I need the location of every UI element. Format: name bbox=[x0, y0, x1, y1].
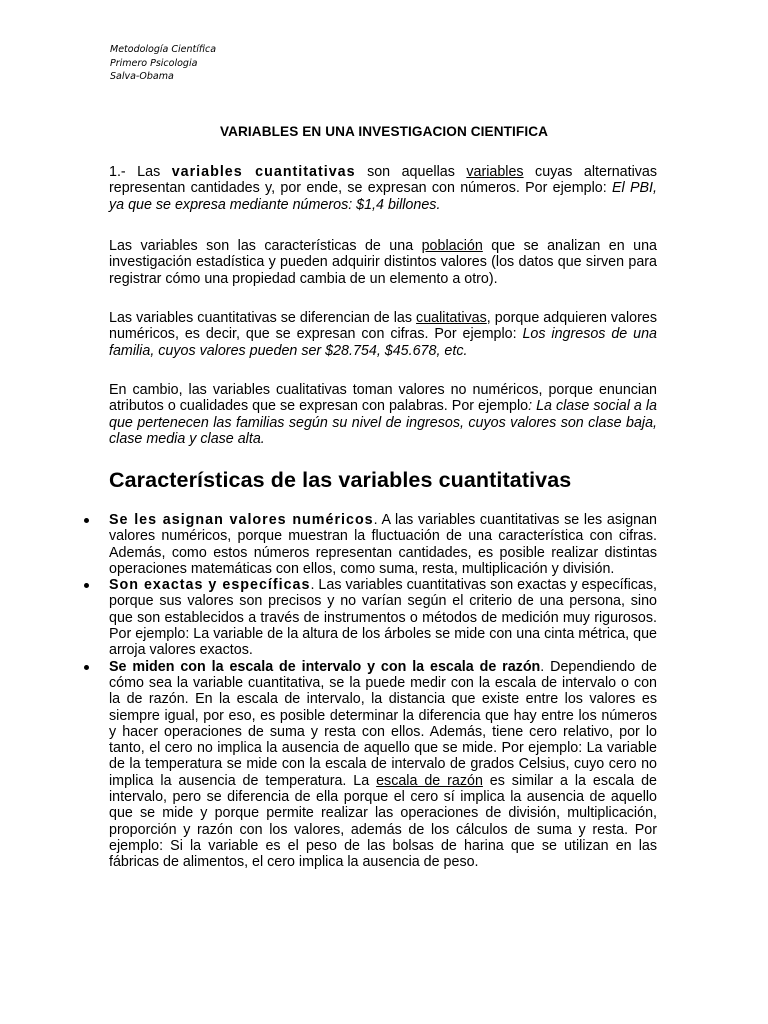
bullet-dot-icon bbox=[84, 518, 89, 523]
bullet-2-title: Son exactas y específicas bbox=[109, 577, 311, 594]
p1-bold-term: variables cuantitativas bbox=[171, 164, 356, 180]
link-cualitativas[interactable]: cualitativas bbox=[416, 310, 487, 326]
p1-lead: 1.- Las bbox=[109, 164, 172, 180]
link-variables[interactable]: variables bbox=[466, 164, 524, 180]
p3-text: Las variables cuantitativas se diferencian de las bbox=[109, 310, 417, 326]
bullet-3-title: Se miden con la escala de intervalo y con la escala de razón bbox=[109, 658, 541, 675]
list-item bbox=[109, 577, 657, 658]
bullet-list bbox=[109, 512, 657, 871]
section-heading: Características de las variables cuantitativas bbox=[109, 468, 572, 492]
header-course: Metodología Científica bbox=[110, 44, 217, 55]
link-poblacion[interactable]: población bbox=[421, 238, 483, 254]
p4-example: : La clase social a la que pertenecen las familias según su nivel de ingresos, cuyos valores son clase baja, clase media y clase alta. bbox=[109, 398, 657, 447]
header-author: Salva-Obama bbox=[110, 71, 174, 82]
header-year: Primero Psicologia bbox=[110, 57, 198, 69]
p4-text: En cambio, las variables cualitativas toman valores no numéricos, porque enuncian atributos o cualidades que se expresan con palabras. Por ejemplo bbox=[109, 382, 657, 415]
list-item bbox=[109, 659, 657, 871]
paragraph-2 bbox=[109, 238, 657, 287]
bullet-2-text: . Las variables cuantitativas son exactas y específicas, porque sus valores son precisos y no varían según el criterio de una persona, sino que son establecidos a través de instrumentos o métodos de medición muy rigurosos. Por ejemplo: La variable de la altura de los árboles se mide con una cinta métrica, que arroja valores exactos. bbox=[109, 577, 657, 659]
p1-text-2: cuyas alternativas representan cantidades y, por ende, se expresan con números. Por ejemplo: bbox=[109, 164, 658, 197]
link-escala-de-razon[interactable]: escala de razón bbox=[376, 772, 483, 789]
p1-text: son aquellas bbox=[355, 164, 467, 180]
document-header bbox=[110, 43, 216, 84]
list-item bbox=[109, 512, 657, 577]
paragraph-1 bbox=[109, 164, 657, 213]
p2-text-2: que se analizan en una investigación estadística y pueden adquirir distintos valores (los datos que sirven para registrar cómo una propiedad cambia de un elemento a otro). bbox=[109, 238, 657, 287]
p1-example: El PBI, ya que se expresa mediante números: $1,4 billones. bbox=[109, 180, 658, 213]
bullet-3-text-2: es similar a la escala de intervalo, pero se diferencia de ella porque el cero sí implica la ausencia de aquello que se mide y porque permite realizar las operaciones de división, multiplicación, proporción y razón con los valores, además de los cálculos de suma y resta. Por ejemplo: Si la variable es el peso de las bolsas de harina que se utilizan en las fábricas de alimentos, el cero implica la ausencia de peso. bbox=[109, 772, 658, 871]
document-title: VARIABLES EN UNA INVESTIGACION CIENTIFICA bbox=[219, 124, 549, 139]
bullet-dot-icon bbox=[84, 665, 89, 670]
bullet-dot-icon bbox=[84, 583, 89, 588]
paragraph-3 bbox=[109, 310, 657, 359]
p3-text-2: , porque adquieren valores numéricos, es decir, que se expresan con cifras. Por ejemplo: bbox=[109, 310, 657, 343]
bullet-3-text: . Dependiendo de cómo sea la variable cuantitativa, se la puede medir con la escala de intervalo o con la de razón. En la escala de intervalo, la distancia que existe entre los valores es siempre igual, por eso, es posible determinar la diferencia que hay entre los números y hacer operaciones de suma y resta con ellos. Además, tiene cero relativo, por lo tanto, el cero no implica la ausencia de aquello que se mide. Por ejemplo: La variable de la temperatura se mide con la escala de intervalo de grados Celsius, cuyo cero no implica la ausencia de temperatura. La bbox=[109, 658, 657, 789]
p2-text: Las variables son las características de una bbox=[109, 238, 422, 254]
paragraph-4 bbox=[109, 382, 657, 447]
p3-example: Los ingresos de una familia, cuyos valores pueden ser $28.754, $45.678, etc. bbox=[109, 326, 658, 359]
bullet-1-title: Se les asignan valores numéricos bbox=[109, 512, 374, 528]
bullet-1-text: . A las variables cuantitativas se les asignan valores numéricos, porque muestran la fluctuación de una característica con cifras. Además, como estos números representan cantidades, es posible realizar distintas operaciones matemáticas con ellos, como suma, resta, multiplicación y división. bbox=[109, 512, 658, 577]
